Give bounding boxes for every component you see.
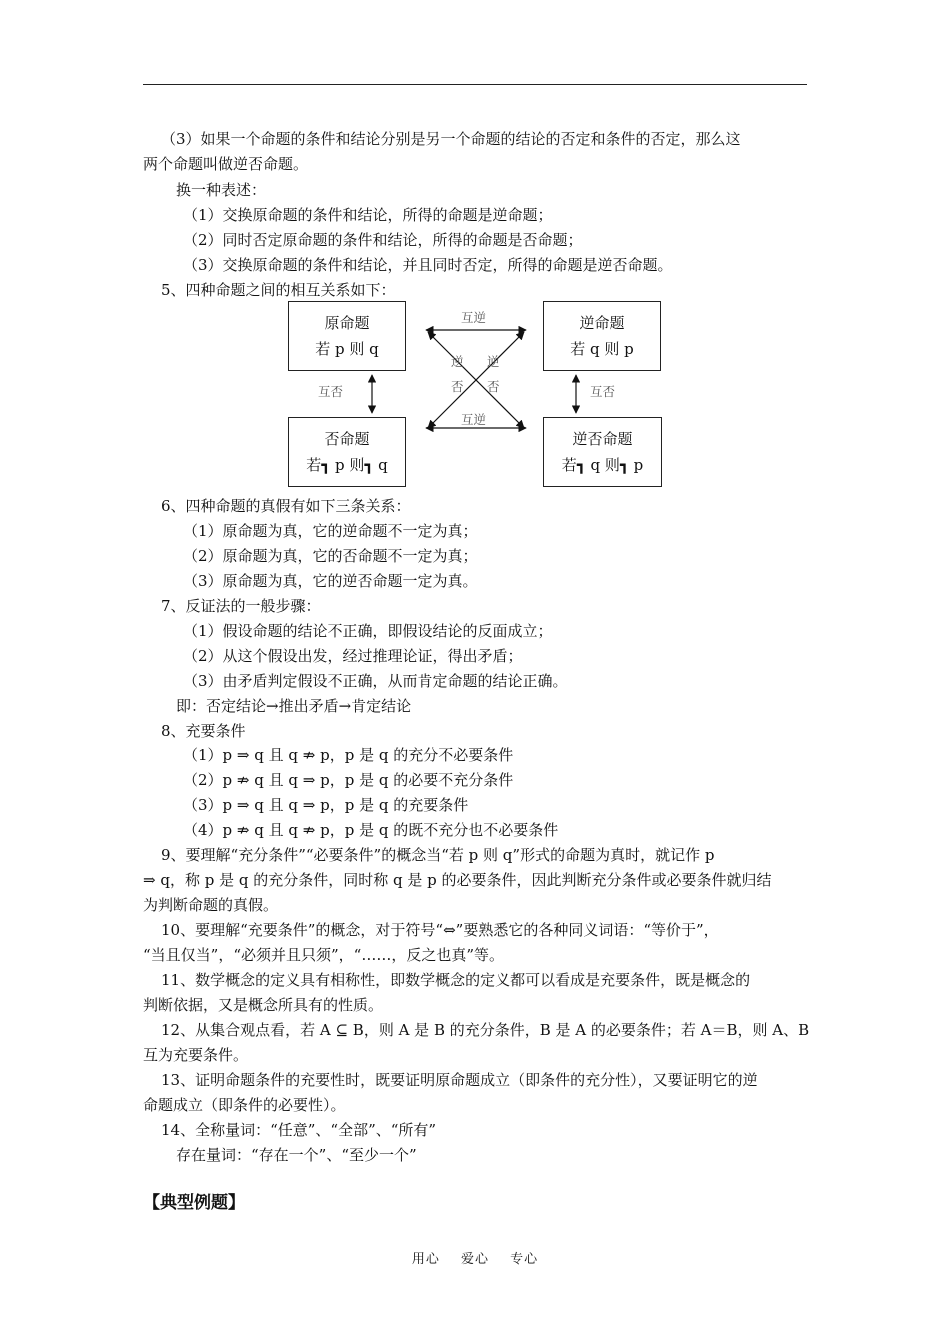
- box-contrapositive-body: 若┓ q 则┓ p: [561, 456, 644, 474]
- section-8-item-1: （1）p ⇒ q 且 q ⇏ p，p 是 q 的充分不必要条件: [183, 746, 514, 764]
- box-contrapositive-title: 逆否命题: [572, 430, 633, 448]
- box-original-body: 若 p 则 q: [315, 340, 379, 358]
- section-8-item-4: （4）p ⇏ q 且 q ⇏ p，p 是 q 的既不充分也不必要条件: [183, 821, 559, 839]
- section-7-item-2: （2）从这个假设出发，经过推理论证，得出矛盾；: [183, 647, 523, 665]
- section-7-item-1: （1）假设命题的结论不正确，即假设结论的反面成立；: [183, 622, 553, 640]
- section-8-item-2: （2）p ⇏ q 且 q ⇒ p，p 是 q 的必要不充分条件: [183, 771, 514, 789]
- section-6-item-3: （3）原命题为真，它的逆否命题一定为真。: [183, 572, 478, 590]
- footer-word-2: 爱心: [460, 1252, 489, 1267]
- box-inverse: [288, 417, 406, 487]
- label-bottom: 互逆: [461, 412, 487, 427]
- section-13-line1: 13、证明命题条件的充要性时，既要证明原命题成立（即条件的充分性），又要证明它的逆: [161, 1071, 758, 1089]
- section-9-line3: 为判断命题的真假。: [143, 896, 279, 914]
- alt-item-3: （3）交换原命题的条件和结论，并且同时否定，所得的命题是逆否命题。: [183, 256, 673, 274]
- box-converse: [543, 301, 661, 371]
- section-8-title: 8、充要条件: [161, 722, 246, 740]
- alt-expression: 换一种表述：: [176, 181, 267, 199]
- section-8-item-3: （3）p ⇒ q 且 q ⇒ p，p 是 q 的充要条件: [183, 796, 469, 814]
- diagram-arrows: [0, 0, 950, 520]
- section-7-summary: 即：否定结论→推出矛盾→肯定结论: [176, 697, 412, 715]
- page-footer: [0, 1248, 950, 1267]
- label-left: 互否: [318, 384, 344, 399]
- box-inverse-title: 否命题: [324, 430, 370, 448]
- label-cross-2: 逆: [487, 354, 500, 369]
- label-top: 互逆: [461, 310, 487, 325]
- box-contrapositive: [543, 417, 662, 487]
- section-6-item-2: （2）原命题为真，它的否命题不一定为真；: [183, 547, 478, 565]
- label-cross-4: 否: [487, 379, 500, 394]
- section-11-line1: 11、数学概念的定义具有相称性，即数学概念的定义都可以看成是充要条件，既是概念的: [161, 971, 751, 989]
- footer-word-1: 用心: [411, 1252, 440, 1267]
- section-13-line2: 命题成立（即条件的必要性）。: [143, 1096, 346, 1114]
- section-14-line2: 存在量词：“存在一个”、“至少一个”: [176, 1146, 417, 1164]
- para-3-line2: 两个命题叫做逆否命题。: [143, 155, 309, 173]
- box-converse-body: 若 q 则 p: [570, 340, 634, 358]
- footer-word-3: 专心: [510, 1252, 539, 1267]
- box-converse-title: 逆命题: [579, 314, 625, 332]
- section-6-title: 6、四种命题的真假有如下三条关系：: [161, 497, 411, 515]
- section-10-line1: 10、要理解“充要条件”的概念，对于符号“⇔”要熟悉它的各种同义词语：“等价于”，: [161, 921, 719, 939]
- alt-item-1: （1）交换原命题的条件和结论，所得的命题是逆命题；: [183, 206, 553, 224]
- label-right: 互否: [590, 384, 616, 399]
- section-14-line1: 14、全称量词：“任意”、“全部”、“所有”: [161, 1121, 437, 1139]
- section-7-item-3: （3）由矛盾判定假设不正确，从而肯定命题的结论正确。: [183, 672, 568, 690]
- section-7-title: 7、反证法的一般步骤：: [161, 597, 321, 615]
- box-original-title: 原命题: [324, 314, 370, 332]
- label-cross-1: 逆: [451, 354, 464, 369]
- para-3-line1: （3）如果一个命题的条件和结论分别是另一个命题的结论的否定和条件的否定，那么这: [161, 130, 741, 148]
- box-inverse-body: 若┓ p 则┓ q: [306, 456, 388, 474]
- section-6-item-1: （1）原命题为真，它的逆命题不一定为真；: [183, 522, 478, 540]
- section-12-line2: 互为充要条件。: [143, 1046, 249, 1064]
- label-cross-3: 否: [451, 379, 464, 394]
- section-12-line1: 12、从集合观点看，若 A ⊆ B，则 A 是 B 的充分条件，B 是 A 的必要条件；若 A＝B，则 A、B: [161, 1021, 810, 1039]
- section-5-title: 5、四种命题之间的相互关系如下：: [161, 281, 396, 299]
- box-original: [288, 301, 406, 371]
- section-9-line1: 9、要理解“充分条件”“必要条件”的概念当“若 p 则 q”形式的命题为真时，就记作 p: [161, 846, 715, 864]
- typical-examples-heading: 【典型例题】: [143, 1193, 245, 1213]
- alt-item-2: （2）同时否定原命题的条件和结论，所得的命题是否命题；: [183, 231, 583, 249]
- section-11-line2: 判断依据，又是概念所具有的性质。: [143, 996, 384, 1014]
- section-10-line2: “当且仅当”，“必须并且只须”，“……，反之也真”等。: [143, 946, 505, 964]
- section-9-line2: ⇒ q，称 p 是 q 的充分条件，同时称 q 是 p 的必要条件，因此判断充分条件或必要条件就归结: [143, 871, 772, 889]
